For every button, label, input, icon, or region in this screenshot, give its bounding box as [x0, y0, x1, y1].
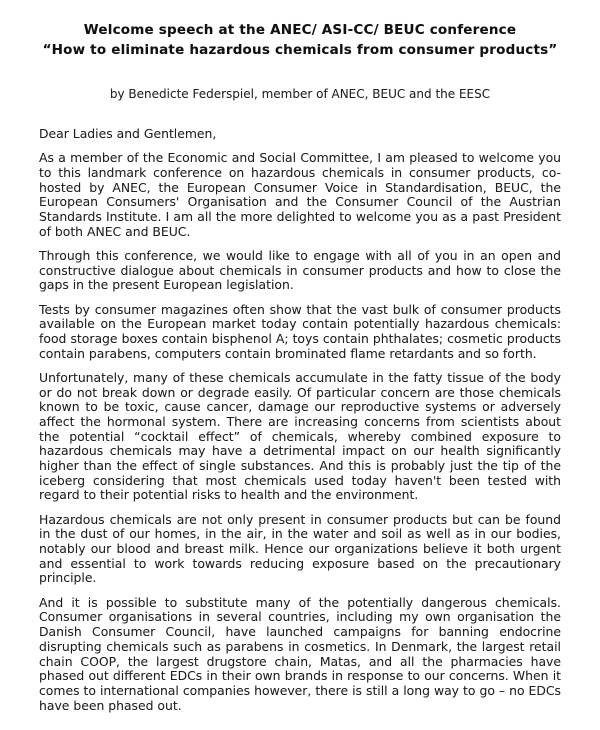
document-title-line-2: “How to eliminate hazardous chemicals from consumer products”: [42, 41, 558, 58]
document-title: [39, 21, 561, 60]
paragraph-conference-goal: Through this conference, we would like to engage with all of you in an open and constructive dialogue about chemicals in consumer products and how to close the gaps in the present European legislation.: [39, 247, 561, 293]
salutation: Dear Ladies and Gentlemen,: [39, 126, 217, 141]
document-title-line-1: Welcome speech at the ANEC/ ASI-CC/ BEUC conference: [83, 22, 517, 38]
paragraph-welcome: As a member of the Economic and Social Committee, I am pleased to welcome you to this landmark conference on hazardous chemicals in consumer products, co-hosted by ANEC, the European Consumer Voice in Standardisation, BEUC, the European Consumers' Organisation and the Consumer Council of the Austrian Standards Institute. I am all the more delighted to welcome you as a past President of both ANEC and BEUC.: [39, 150, 561, 239]
paragraph-substitution-campaigns: And it is possible to substitute many of the potentially dangerous chemicals. Consumer organisations in several countries, including my own organisation the Danish Consumer Council, have launched campaigns for banning endocrine disrupting chemicals such as parabens in cosmetics. In Denmark, the largest retail chain COOP, the largest drugstore chain, Matas, and all the pharmacies have phased out different EDCs in their own brands in response to our concerns. When it comes to international companies however, there is still a long way to go – no EDCs have been phased out.: [39, 594, 561, 713]
paragraph-exposure-sources: Hazardous chemicals are not only present in consumer products but can be found in the dust of our homes, in the air, in the water and soil as well as in our bodies, notably our blood and breast milk. Hence our organizations believe it both urgent and essential to work towards reducing exposure based on the precautionary principle.: [39, 511, 561, 586]
author-byline: by Benedicte Federspiel, member of ANEC, BEUC and the EESC: [109, 87, 491, 101]
paragraph-consumer-tests: Tests by consumer magazines often show that the vast bulk of consumer products available on the European market today contain potentially hazardous chemicals: food storage boxes contain bisphenol A; toys contain phthalates; cosmetic products contain parabens, computers contain brominated flame retardants and so forth.: [39, 301, 561, 361]
paragraph-chemical-risks: Unfortunately, many of these chemicals accumulate in the fatty tissue of the body or do not break down or degrade easily. Of particular concern are those chemicals known to be toxic, cause cancer, damage our reproductive systems or adversely affect the hormonal system. There are increasing concerns from scientists about the potential “cocktail effect” of chemicals, whereby combined exposure to hazardous chemicals may have a detrimental impact on our health significantly higher than the effect of single substances. And this is probably just the tip of the iceberg considering that most chemicals used today haven't been tested with regard to their potential risks to health and the environment.: [39, 369, 561, 503]
